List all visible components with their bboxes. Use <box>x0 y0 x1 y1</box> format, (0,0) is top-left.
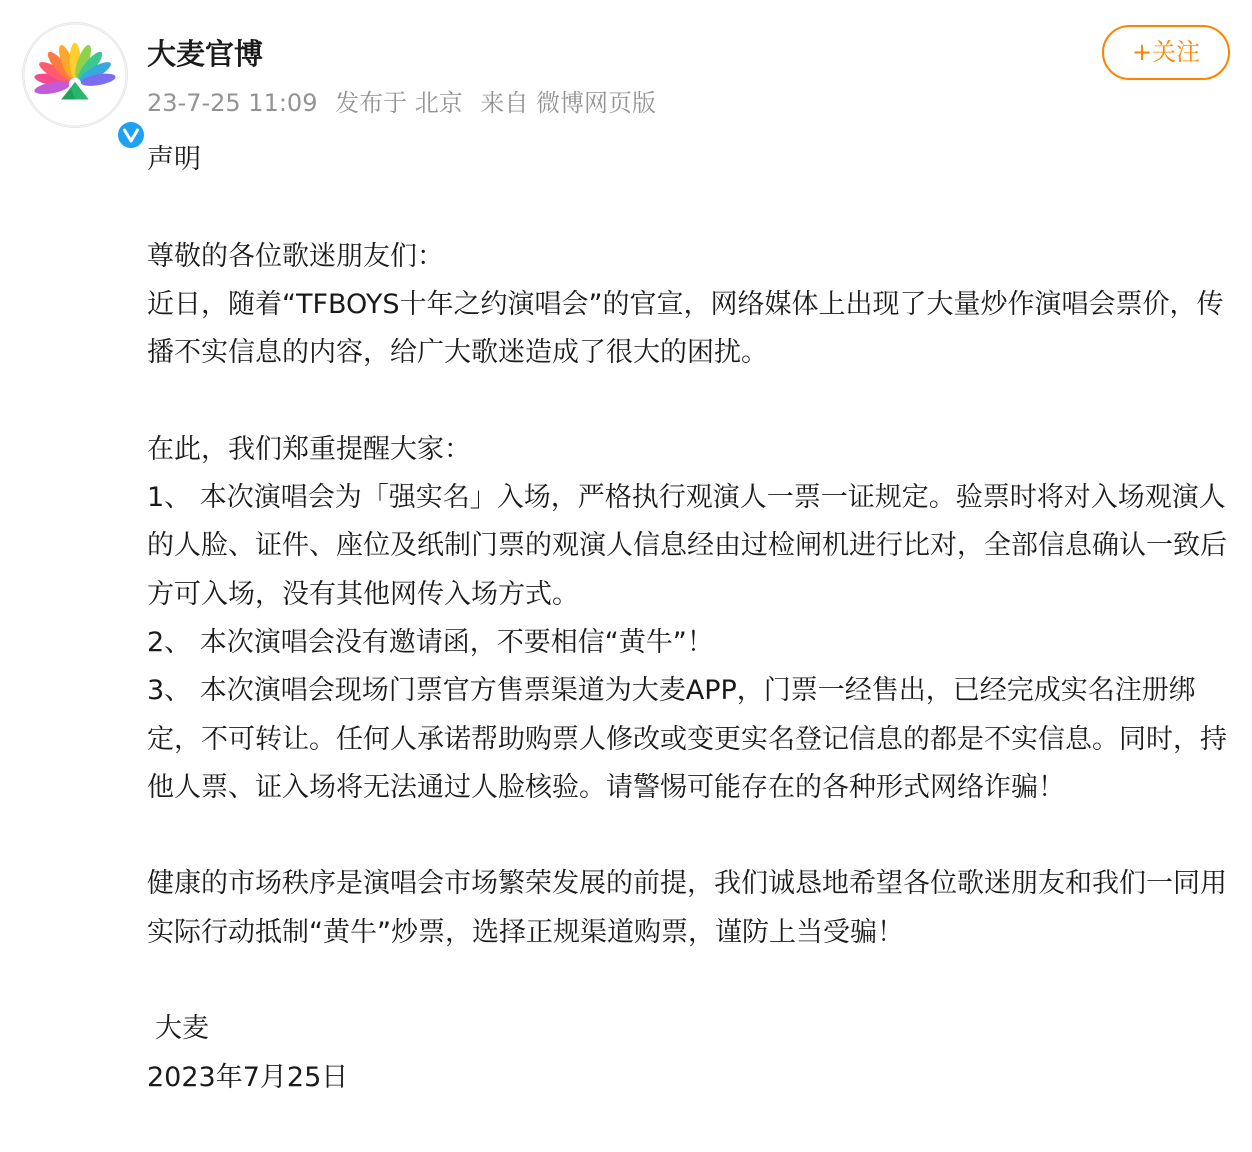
content-date: 2023年7月25日 <box>147 1061 349 1093</box>
content-closing: 健康的市场秩序是演唱会市场繁荣发展的前提，我们诚恳地希望各位歌迷朋友和我们一同用实际行动抵制“黄牛”炒票，选择正规渠道购票，谨防上当受骗！ <box>147 868 1227 948</box>
damai-flower-logo-icon[interactable] <box>22 22 128 128</box>
blank-line <box>147 184 1237 232</box>
content-remind: 在此，我们郑重提醒大家： <box>147 433 471 465</box>
post-location: 发布于 北京 <box>335 89 463 117</box>
content-item-3: 3、 本次演唱会现场门票官方售票渠道为大麦APP，门票一经售出，已经完成实名注册绑定，不可转让。任何人承诺帮助购票人修改或变更实名登记信息的都是不实信息。同时，持他人票、证入场将无法通过人脸核验。请警惕可能存在的各种形式网络诈骗！ <box>147 675 1227 803</box>
content-signature: 大麦 <box>155 1013 209 1045</box>
user-name[interactable]: 大麦官博 <box>147 37 264 71</box>
post-meta <box>147 86 656 120</box>
avatar-container[interactable] <box>22 22 128 128</box>
post-source: 来自 微博网页版 <box>480 89 657 117</box>
content-paragraph-1: 近日，随着“TFBOYS十年之约演唱会”的官宣，网络媒体上出现了大量炒作演唱会票价，传播不实信息的内容，给广大歌迷造成了很大的困扰。 <box>147 288 1224 369</box>
post-timestamp[interactable]: 23-7-25 11:09 <box>147 89 318 117</box>
blank-line <box>147 377 1237 425</box>
content-item-1: 1、 本次演唱会为「强实名」入场，严格执行观演人一票一证规定。验票时将对入场观演人的人脸、证件、座位及纸制门票的观演人信息经由过检闸机进行比对，全部信息确认一致后方可入场，没有其他网传入场方式。 <box>147 482 1227 610</box>
blank-line <box>147 812 1237 860</box>
content-item-2: 2、 本次演唱会没有邀请函，不要相信“黄牛”！ <box>147 626 714 658</box>
verified-v-badge-icon <box>114 118 148 152</box>
follow-button[interactable]: +关注 <box>1102 25 1230 80</box>
post-content <box>147 136 1237 1102</box>
content-greeting: 尊敬的各位歌迷朋友们： <box>147 240 444 272</box>
content-title: 声明 <box>147 144 201 175</box>
blank-line <box>147 957 1237 1005</box>
